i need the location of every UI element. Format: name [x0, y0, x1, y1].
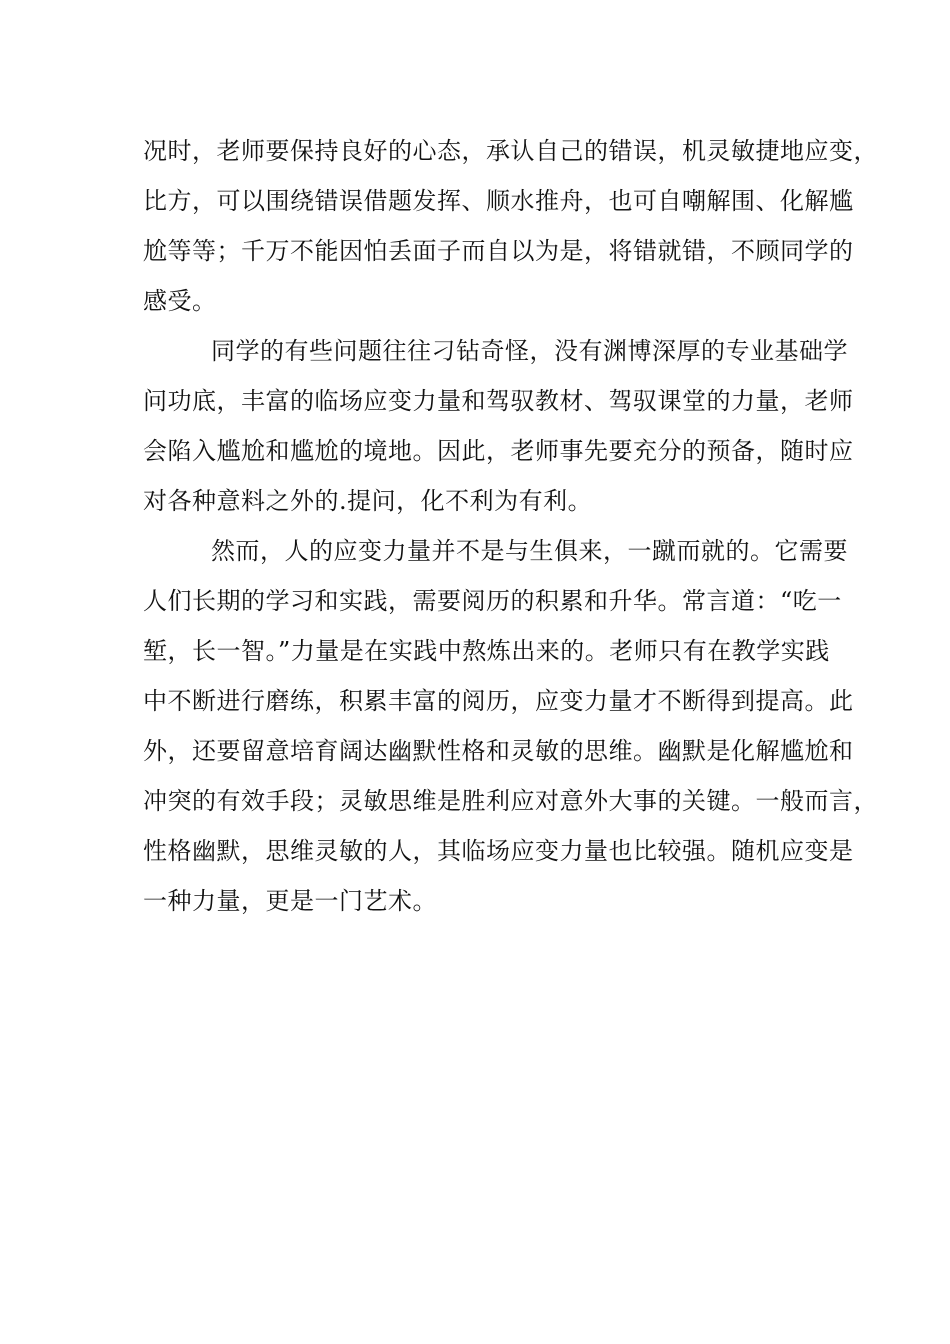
paragraph-line: 会陷入尴尬和尴尬的境地。因此，老师事先要充分的预备，随时应 — [143, 437, 854, 465]
paragraph-line: 况时，老师要保持良好的心态，承认自己的错误，机灵敏捷地应变， — [143, 137, 878, 165]
paragraph-line: 外，还要留意培育阔达幽默性格和灵敏的思维。幽默是化解尴尬和 — [143, 737, 854, 765]
paragraph-line: 人们长期的学习和实践，需要阅历的积累和升华。常言道：“吃一 — [143, 587, 842, 615]
paragraph-2 — [143, 326, 854, 526]
paragraph-line: 中不断进行磨练，积累丰富的阅历，应变力量才不断得到提高。此 — [143, 687, 854, 715]
paragraph-line: 同学的有些问题往往刁钻奇怪，没有渊博深厚的专业基础学 — [211, 337, 848, 365]
paragraph-line: 性格幽默，思维灵敏的人，其临场应变力量也比较强。随机应变是 — [143, 837, 854, 865]
document-body — [143, 126, 878, 926]
paragraph-line: 感受。 — [143, 287, 217, 315]
paragraph-line: 冲突的有效手段；灵敏思维是胜利应对意外大事的关键。一般而言， — [143, 787, 878, 815]
paragraph-line: 然而，人的应变力量并不是与生俱来，一蹴而就的。它需要 — [211, 537, 848, 565]
paragraph-line: 问功底，丰富的临场应变力量和驾驭教材、驾驭课堂的力量，老师 — [143, 387, 854, 415]
paragraph-3 — [143, 526, 878, 926]
paragraph-line: 尬等等；千万不能因怕丢面子而自以为是，将错就错，不顾同学的 — [143, 237, 854, 265]
paragraph-line: 一种力量，更是一门艺术。 — [143, 887, 437, 915]
paragraph-line: 堑，长一智。”力量是在实践中熬炼出来的。老师只有在教学实践 — [143, 637, 830, 665]
paragraph-line: 对各种意料之外的.提问，化不利为有利。 — [143, 487, 593, 515]
paragraph-1 — [143, 126, 878, 326]
paragraph-line: 比方，可以围绕错误借题发挥、顺水推舟，也可自嘲解围、化解尴 — [143, 187, 854, 215]
